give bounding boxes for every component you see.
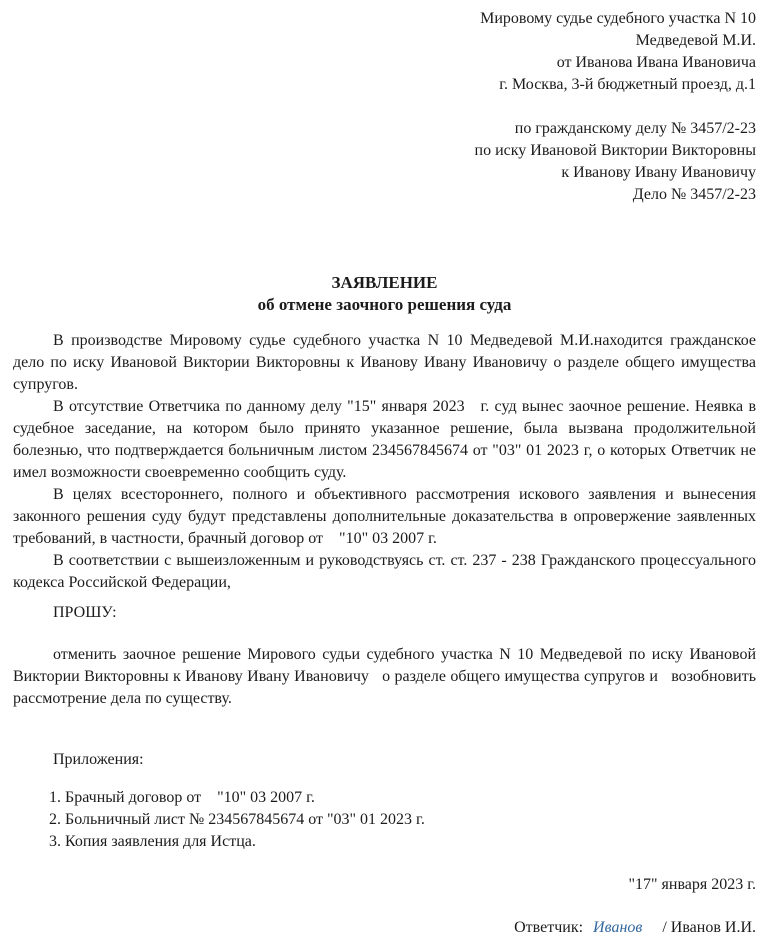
case-id-line: Дело № 3457/2-23 [632, 186, 756, 203]
document-body [13, 330, 760, 594]
request-text: отменить заочное решение Мирового судьи судебного участка N 10 Медведевой по иску Ивановой Виктории Викторовны к Иванову Ивану Ивановичу о разделе общего имущества супругов и возобновить рассмотрение дела по существу. [13, 646, 760, 707]
paragraph: В производстве Мировому судье судебного участка N 10 Медведевой М.И.находится гражданское дело по иску Ивановой Виктории Викторовны к Иванову Ивану Ивановичу о разделе общего имущества супругов. [13, 332, 760, 393]
signature-line [13, 917, 756, 939]
recipient-line: Мировому судье судебного участка N 10 [480, 10, 756, 27]
recipient-block [13, 8, 756, 96]
paragraph: В целях всестороннего, полного и объективного рассмотрения искового заявления и вынесения законного решения суду будут представлены дополнительные доказательства в опровержение заявленных требований, в частности, брачный договор от "10" 03 2007 г. [13, 486, 760, 547]
respondent-label: Ответчик: [514, 919, 584, 936]
recipient-line: г. Москва, 3-й бюджетный проезд, д.1 [499, 76, 756, 93]
recipient-line: от Иванова Ивана Ивановича [556, 54, 756, 71]
paragraph: В соответствии с вышеизложенным и руководствуясь ст. ст. 237 - 238 Гражданского процессуального кодекса Российской Федерации, [13, 552, 760, 591]
request-heading: ПРОШУ: [53, 604, 117, 621]
signature-name: Иванов [593, 919, 643, 936]
recipient-line: Медведевой М.И. [635, 32, 756, 49]
case-number-line: по гражданскому делу № 3457/2-23 [514, 120, 756, 137]
respondent-name: / Иванов И.И. [662, 919, 756, 936]
paragraph: В отсутствие Ответчика по данному делу "15" января 2023 г. суд вынес заочное решение. Неявка в судебное заседание, на котором было принято указанное решение, была вызвана продолжительной болезнью, что подтверждается больничным листом 234567845674 от "03" 01 2023 г, о которых Ответчик не имел возможности своевременно сообщить суду. [13, 398, 760, 481]
title-line-1: ЗАЯВЛЕНИЕ [331, 273, 438, 292]
defendant-line: к Иванову Ивану Ивановичу [561, 164, 756, 181]
attachment-item: 3. Копия заявления для Истца. [49, 833, 256, 850]
attachments-heading: Приложения: [53, 751, 144, 768]
attachment-item: 2. Больничный лист № 234567845674 от "03" 01 2023 г. [49, 811, 425, 828]
attachments-list [13, 787, 756, 853]
title-line-2: об отмене заочного решения суда [257, 295, 512, 314]
document-date: "17" января 2023 г. [628, 876, 756, 893]
case-info-block [13, 118, 756, 206]
plaintiff-line: по иску Ивановой Виктории Викторовны [474, 142, 756, 159]
attachment-item: 1. Брачный договор от "10" 03 2007 г. [49, 789, 315, 806]
document-title [13, 272, 756, 316]
